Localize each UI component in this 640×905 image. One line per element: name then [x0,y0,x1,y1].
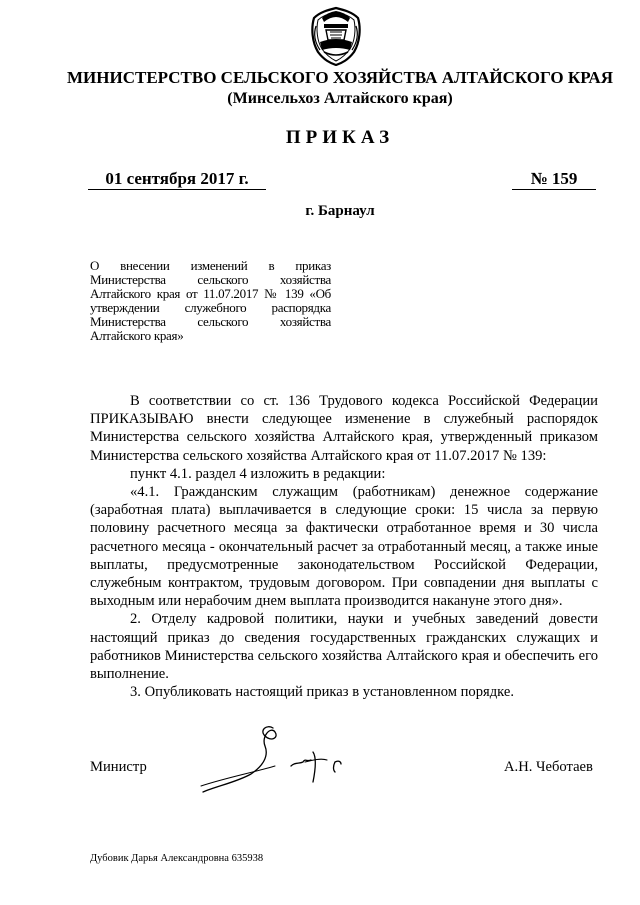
order-date: 01 сентября 2017 г. [88,169,266,190]
executor-contact: Дубовик Дарья Александровна 635938 [90,853,264,864]
body-item-3: 3. Опубликовать настоящий приказ в установленном порядке. [130,684,515,701]
body-item-2: 2. Отделу кадровой политики, науки и учебных заведений довести настоящий приказ до сведения государственных гражданских служащих и работников Министерства сельского хозяйства Алтайского края и обеспечить его выполнение. [90,611,598,683]
ministry-short-title: (Минсельхоз Алтайского края) [227,90,453,107]
order-number: № 159 [512,169,596,190]
document-type: ПРИКАЗ [285,127,395,148]
handwritten-signature [195,722,355,794]
body-paragraph-quote: «4.1. Гражданским служащим (работникам) денежное содержание (заработная плата) выплачивается в следующие сроки: 15 числа за первую половину расчетного месяца за фактически отработанное время и 30 числа расчетного месяца - окончательный расчет за отработанный месяц, а также иные выплаты, предусмотренные законодательством Российской Федерации, служебным контрактом, трудовым договором. При совпадении дня выплаты с выходным или нерабочим днем выплата производится накануне этого дня». [90,484,598,610]
body-paragraph-point: пункт 4.1. раздел 4 изложить в редакции: [130,465,386,482]
order-body [90,392,598,701]
signatory-name: А.Н. Чеботаев [504,759,593,775]
ministry-title: МИНИСТЕРСТВО СЕЛЬСКОГО ХОЗЯЙСТВА АЛТАЙСКОГО КРАЯ [66,68,613,87]
order-city: г. Барнаул [305,203,375,219]
body-paragraph-intro: В соответствии со ст. 136 Трудового кодекса Российской Федерации ПРИКАЗЫВАЮ внести следующее изменение в служебный распорядок Министерства сельского хозяйства Алтайского края, утвержденный приказом Министерства сельского хозяйства Алтайского края от 11.07.2017 № 139: [90,393,598,464]
altai-krai-coat-of-arms-icon [308,6,364,66]
signatory-position: Министр [90,759,147,775]
order-subject: О внесении изменений в приказ Министерства сельского хозяйства Алтайского края от 11.07.2017 № 139 «Об утверждении служебного распорядка Министерства сельского хозяйства Алтайского края» [90,258,331,343]
